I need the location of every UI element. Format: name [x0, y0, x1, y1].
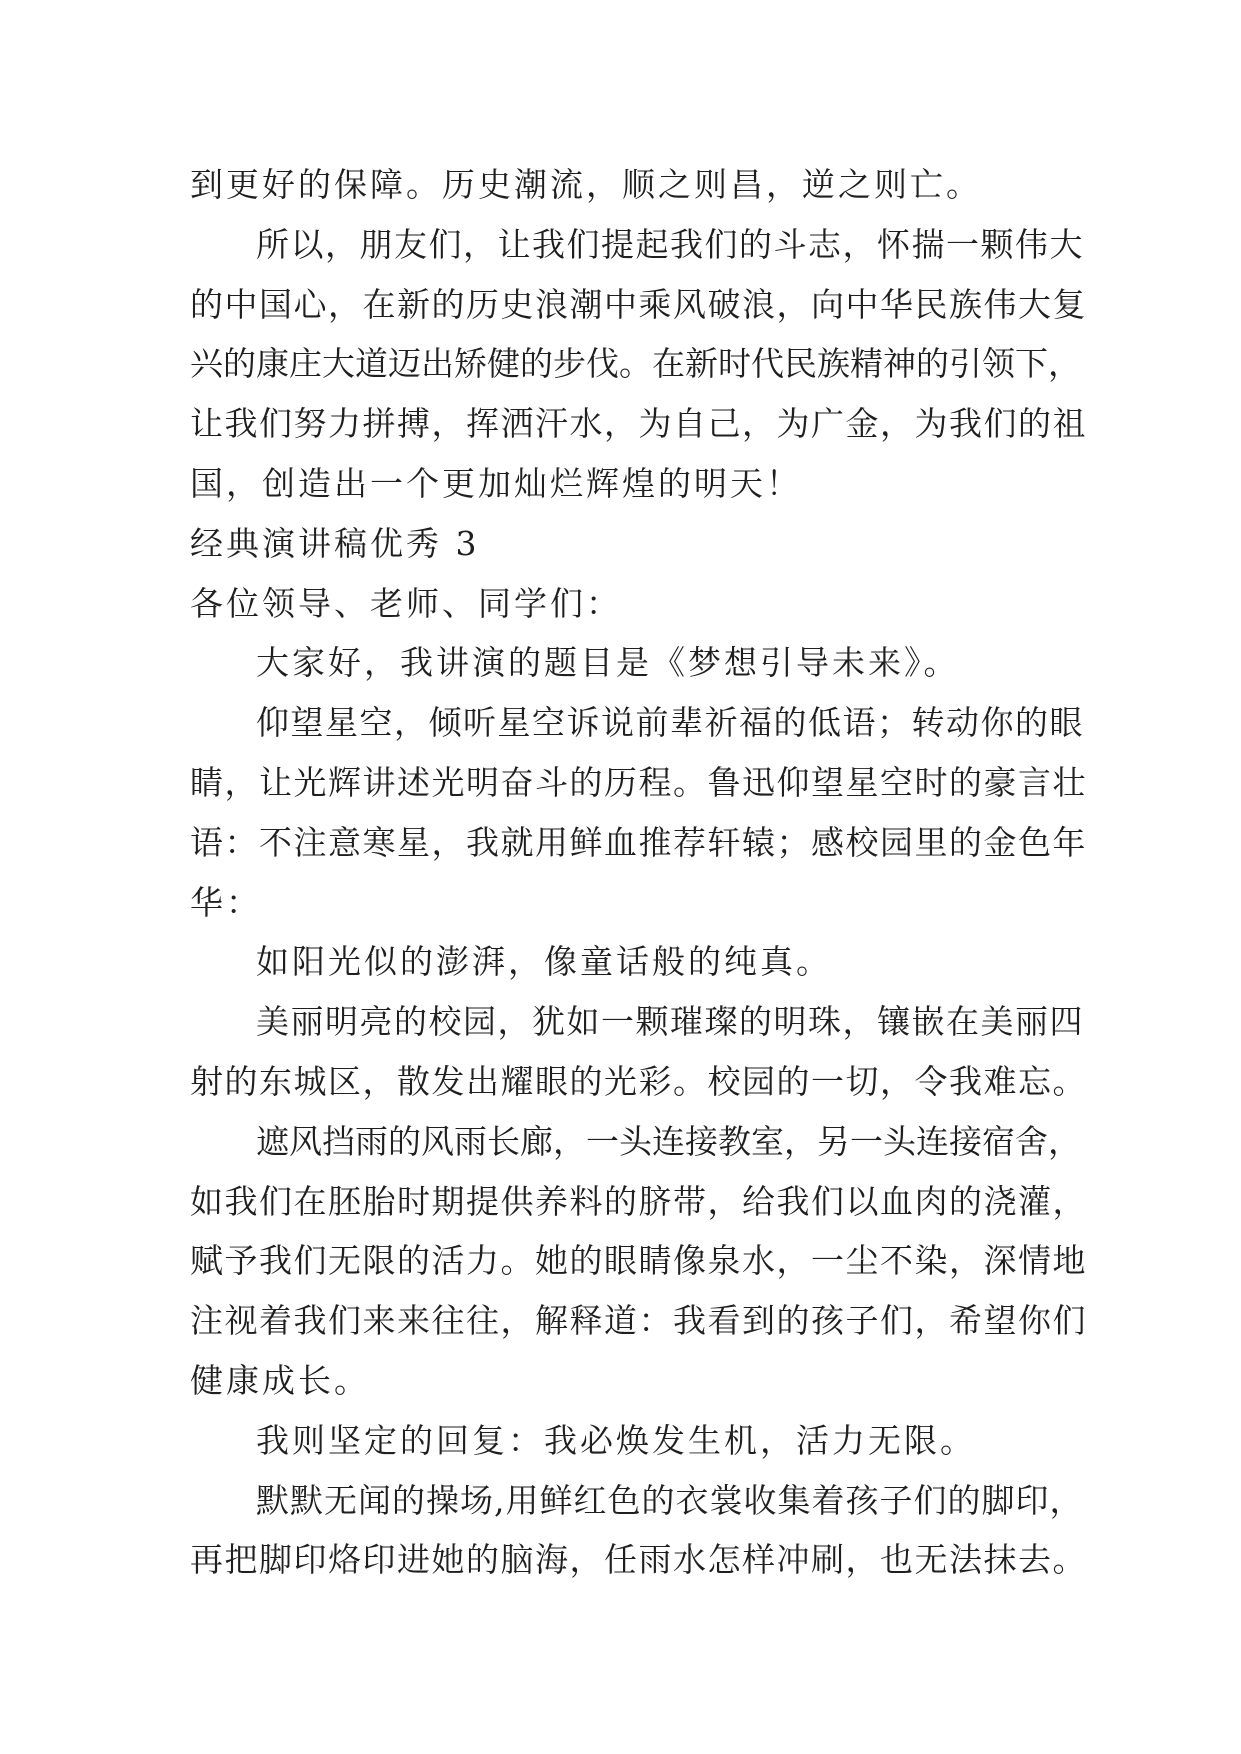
text-line: 我则坚定的回复：我必焕发生机，活力无限。 — [256, 1420, 976, 1460]
section-heading: 经典演讲稿优秀 3 — [190, 523, 480, 563]
text-line: 兴的康庄大道迈出矫健的步伐。在新时代民族精神的引领下， — [190, 344, 1081, 384]
text-line: 让我们努力拼搏，挥洒汗水，为自己，为广金，为我们的祖 — [190, 404, 1087, 444]
text-line: 再把脚印烙印进她的脑海，任雨水怎样冲刷，也无法抹去。 — [190, 1540, 1087, 1580]
text-line: 默默无闻的操场,用鲜红色的衣裳收集着孩子们的脚印， — [256, 1480, 1084, 1520]
text-line: 各位领导、老师、同学们： — [190, 583, 622, 623]
text-line: 赋予我们无限的活力。她的眼睛像泉水，一尘不染，深情地 — [190, 1241, 1087, 1281]
text-line: 遮风挡雨的风雨长廊，一头连接教室，另一头连接宿舍， — [256, 1121, 1081, 1161]
text-line: 仰望星空，倾听星空诉说前辈祈福的低语；转动你的眼 — [256, 703, 1084, 743]
text-line: 睛，让光辉讲述光明奋斗的历程。鲁迅仰望星空时的豪言壮 — [190, 762, 1087, 802]
text-line: 大家好，我讲演的题目是《梦想引导未来》。 — [256, 643, 960, 683]
text-line: 射的东城区，散发出耀眼的光彩。校园的一切，令我难忘。 — [190, 1061, 1087, 1101]
text-line: 注视着我们来来往往，解释道：我看到的孩子们，希望你们 — [190, 1301, 1087, 1341]
text-line: 如阳光似的澎湃，像童话般的纯真。 — [256, 942, 832, 982]
text-line: 的中国心，在新的历史浪潮中乘风破浪，向中华民族伟大复 — [190, 284, 1087, 324]
text-line: 健康成长。 — [190, 1360, 370, 1400]
text-line: 所以，朋友们，让我们提起我们的斗志，怀揣一颗伟大 — [256, 224, 1084, 264]
text-line: 语：不注意寒星，我就用鲜血推荐轩辕；感校园里的金色年 — [190, 822, 1087, 862]
text-line: 如我们在胚胎时期提供养料的脐带，给我们以血肉的浇灌， — [190, 1181, 1087, 1221]
text-line: 到更好的保障。历史潮流，顺之则昌，逆之则亡。 — [190, 165, 982, 204]
text-line: 华： — [190, 882, 262, 922]
text-line: 国，创造出一个更加灿烂辉煌的明天！ — [190, 463, 802, 503]
document-body — [190, 155, 1087, 1590]
text-line: 美丽明亮的校园，犹如一颗璀璨的明珠，镶嵌在美丽四 — [256, 1002, 1084, 1042]
